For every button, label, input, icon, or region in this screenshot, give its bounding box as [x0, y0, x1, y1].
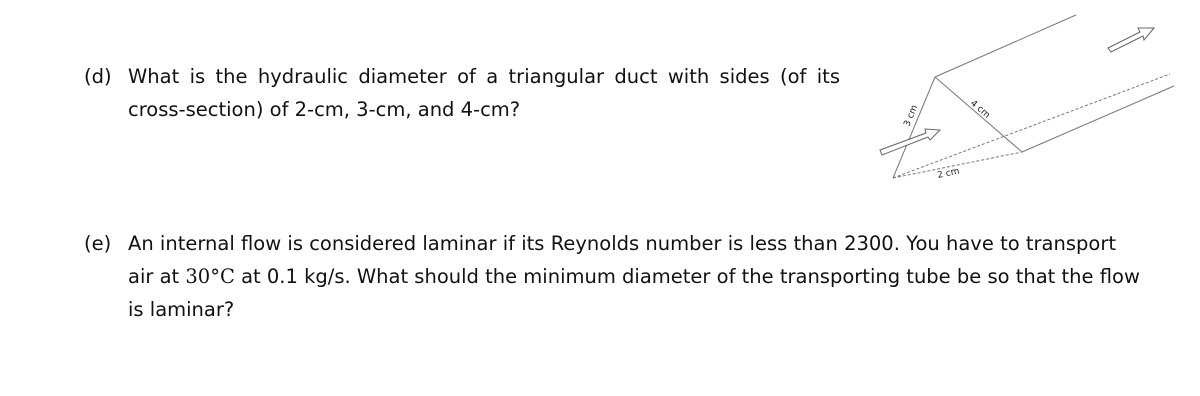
inlet-flow-arrow-icon [880, 129, 940, 155]
problem-e-text-3: is laminar? [128, 298, 235, 321]
problem-d-line-1 [84, 60, 840, 93]
label-4cm: 4 cm [968, 98, 992, 121]
duct-hidden-edge [893, 74, 1170, 178]
problem-e-marker: (e) [84, 232, 112, 255]
problem-d-text-2: cross-section) of 2-cm, 3-cm, and 4-cm? [128, 98, 521, 121]
duct-top-edge [935, 15, 1076, 77]
problem-d-text-1: What is the hydraulic diameter of a triangular duct with sides (of its [128, 65, 840, 88]
problem-e [84, 227, 1140, 326]
label-3cm: 3 cm [902, 103, 921, 129]
problem-d-marker: (d) [84, 65, 112, 88]
front-edge-3cm [893, 77, 935, 178]
duct-right-edge [1022, 86, 1174, 152]
label-2cm: 2 cm [936, 166, 961, 181]
problem-e-temperature: 30°C [185, 265, 235, 288]
problem-d [84, 60, 844, 126]
triangular-duct-figure [872, 6, 1200, 190]
problem-e-text-2a: air at [128, 265, 186, 288]
problem-e-line-2 [128, 260, 1140, 293]
problem-e-text-2b: at 0.1 kg/s. What should the minimum diameter of the transporting tube be so that the flow [234, 265, 1140, 288]
outlet-flow-arrow-icon [1108, 28, 1154, 52]
problem-e-text-1: An internal flow is considered laminar if its Reynolds number is less than 2300. You have to transport [128, 232, 1116, 255]
problem-e-line-1 [84, 227, 1116, 260]
